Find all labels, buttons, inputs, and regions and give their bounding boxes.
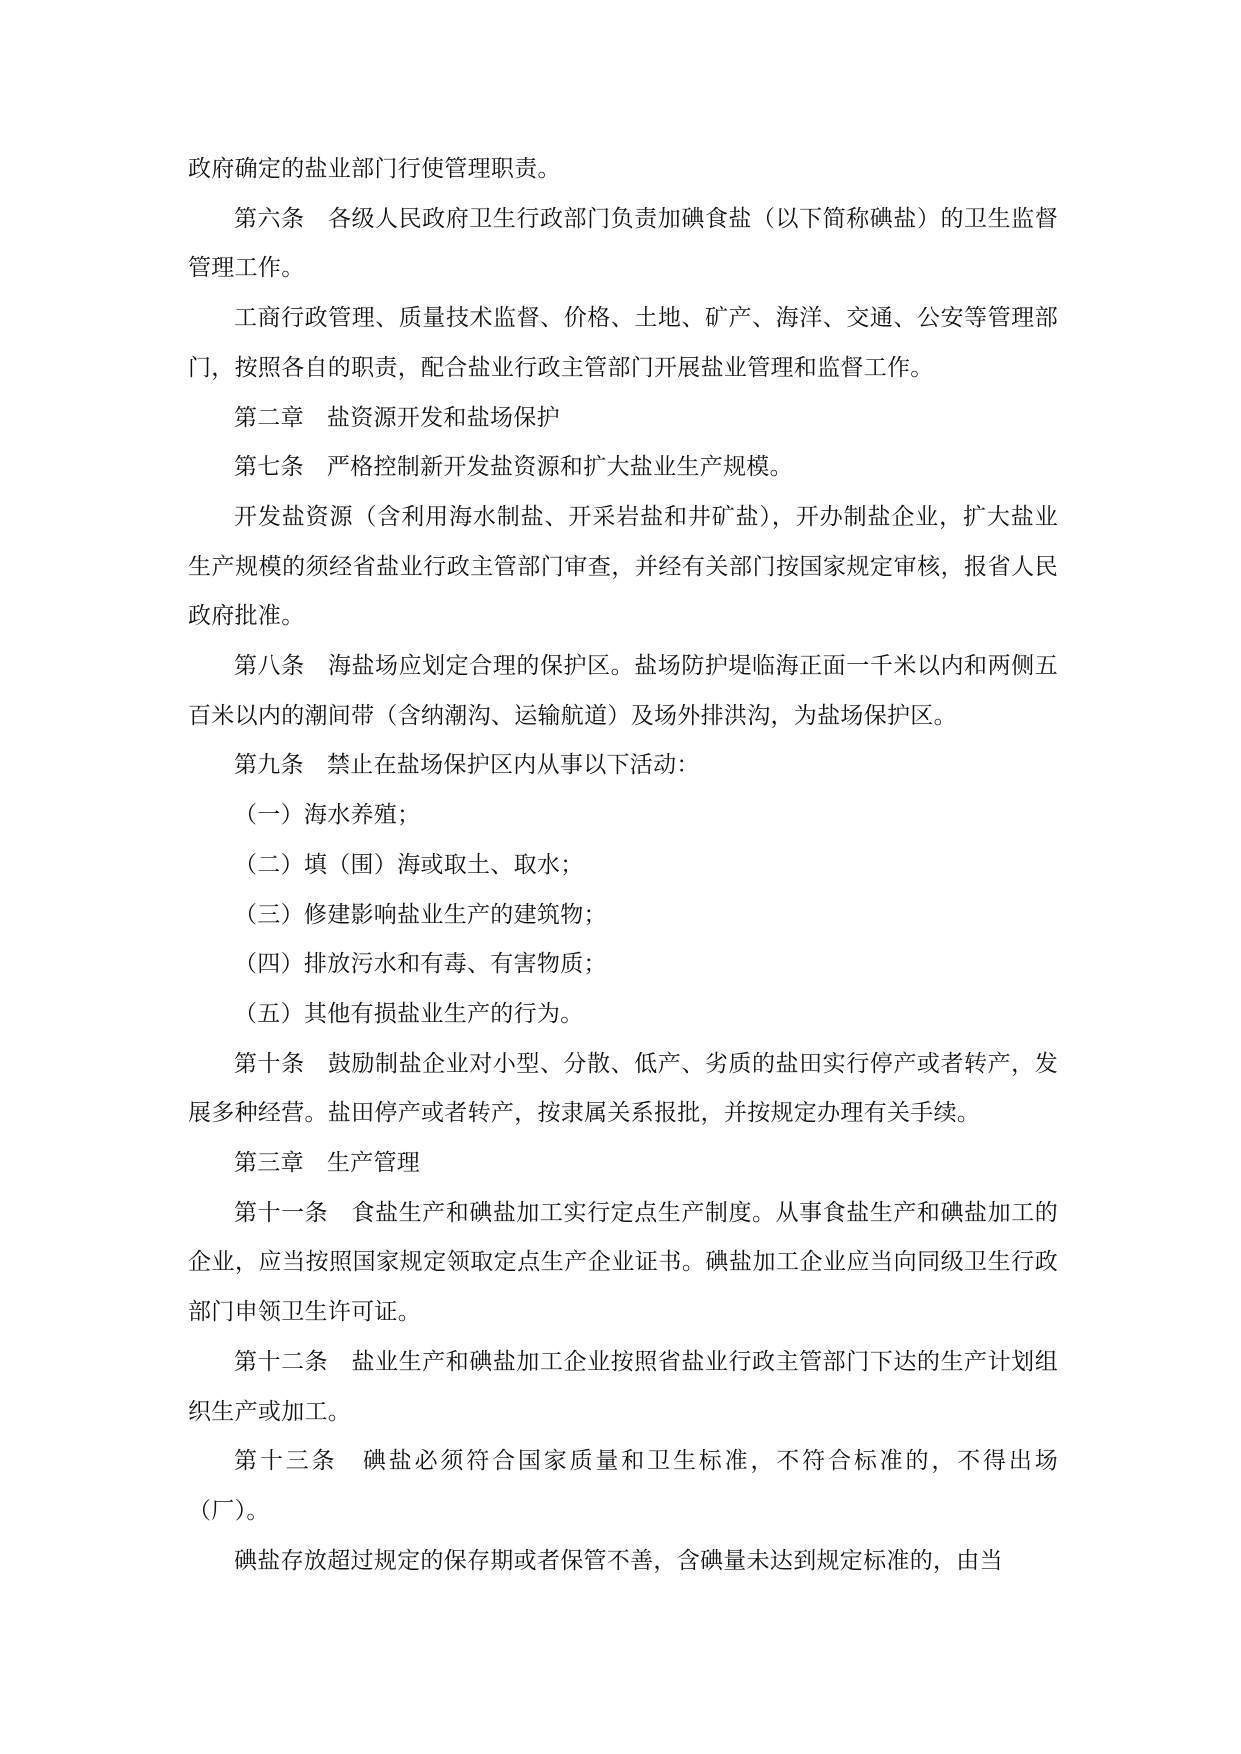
paragraph-text: 工商行政管理、质量技术监督、价格、土地、矿产、海洋、交通、公安等管理部门，按照各自的职责，配合盐业行政主管部门开展盐业管理和监督工作。 xyxy=(188,305,1058,381)
paragraph xyxy=(188,1338,1058,1437)
paragraph-text: （五）其他有损盐业生产的行为。 xyxy=(234,1000,584,1027)
paragraph-text: （一）海水养殖； xyxy=(234,802,421,829)
paragraph xyxy=(188,791,1058,841)
paragraph xyxy=(188,493,1058,642)
paragraph xyxy=(188,642,1058,741)
paragraph xyxy=(188,940,1058,990)
paragraph-text: 开发盐资源（含利用海水制盐、开采岩盐和井矿盐），开办制盐企业，扩大盐业生产规模的须经省盐业行政主管部门审查，并经有关部门按国家规定审核，报省人民政府批准。 xyxy=(188,503,1058,630)
paragraph-text: 盐业生产和碘盐加工企业按照省盐业行政主管部门下达的生产计划组织生产或加工。 xyxy=(188,1348,1059,1425)
article-label: 第十二条 xyxy=(234,1348,329,1375)
paragraph-text: 各级人民政府卫生行政部门负责加碘食盐（以下简称碘盐）的卫生监督管理工作。 xyxy=(188,205,1058,282)
article-label: 第七条 xyxy=(234,454,304,481)
paragraph-text: 碘盐必须符合国家质量和卫生标准，不符合标准的，不得出场（厂）。 xyxy=(188,1448,1058,1524)
paragraph xyxy=(188,1189,1058,1338)
paragraph xyxy=(188,145,1058,195)
paragraph-text: 严格控制新开发盐资源和扩大盐业生产规模。 xyxy=(326,454,793,481)
paragraph-text: 政府确定的盐业部门行使管理职责。 xyxy=(188,156,561,182)
paragraph xyxy=(188,1139,1058,1189)
paragraph xyxy=(188,294,1058,393)
paragraph-text: 生产管理 xyxy=(326,1150,421,1177)
article-label: 第九条 xyxy=(234,752,304,779)
article-label: 第十条 xyxy=(234,1050,305,1077)
paragraph xyxy=(188,1040,1058,1139)
document-body xyxy=(188,145,1058,1586)
paragraph xyxy=(188,990,1058,1040)
paragraph xyxy=(188,394,1058,444)
paragraph xyxy=(188,1537,1058,1587)
paragraph xyxy=(188,841,1058,891)
paragraph-text: （三）修建影响盐业生产的建筑物； xyxy=(234,901,607,928)
paragraph xyxy=(188,195,1058,294)
article-label: 第六条 xyxy=(234,205,305,232)
paragraph xyxy=(188,443,1058,493)
paragraph xyxy=(188,1437,1058,1536)
paragraph-text: 碘盐存放超过规定的保存期或者保管不善，含碘量未达到规定标准的，由当 xyxy=(234,1547,1003,1574)
paragraph-text: 鼓励制盐企业对小型、分散、低产、劣质的盐田实行停产或者转产，发展多种经营。盐田停产或者转产，按隶属关系报批，并按规定办理有关手续。 xyxy=(188,1050,1058,1127)
paragraph-text: 食盐生产和碘盐加工实行定点生产制度。从事食盐生产和碘盐加工的企业，应当按照国家规定领取定点生产企业证书。碘盐加工企业应当向同级卫生行政部门申领卫生许可证。 xyxy=(188,1199,1059,1326)
paragraph-text: （四）排放污水和有毒、有害物质； xyxy=(234,951,607,978)
article-label: 第三章 xyxy=(234,1150,304,1177)
paragraph xyxy=(188,741,1058,791)
paragraph-text: 盐资源开发和盐场保护 xyxy=(326,404,560,431)
article-label: 第十三条 xyxy=(234,1448,338,1475)
paragraph xyxy=(188,891,1058,941)
article-label: 第十一条 xyxy=(234,1199,329,1226)
paragraph-text: 海盐场应划定合理的保护区。盐场防护堤临海正面一千米以内和两侧五百米以内的潮间带（含纳潮沟、运输航道）及场外排洪沟，为盐场保护区。 xyxy=(188,653,1058,729)
paragraph-text: 禁止在盐场保护区内从事以下活动： xyxy=(326,752,700,779)
article-label: 第八条 xyxy=(234,653,305,680)
article-label: 第二章 xyxy=(234,404,304,431)
paragraph-text: （二）填（围）海或取土、取水； xyxy=(234,851,584,878)
